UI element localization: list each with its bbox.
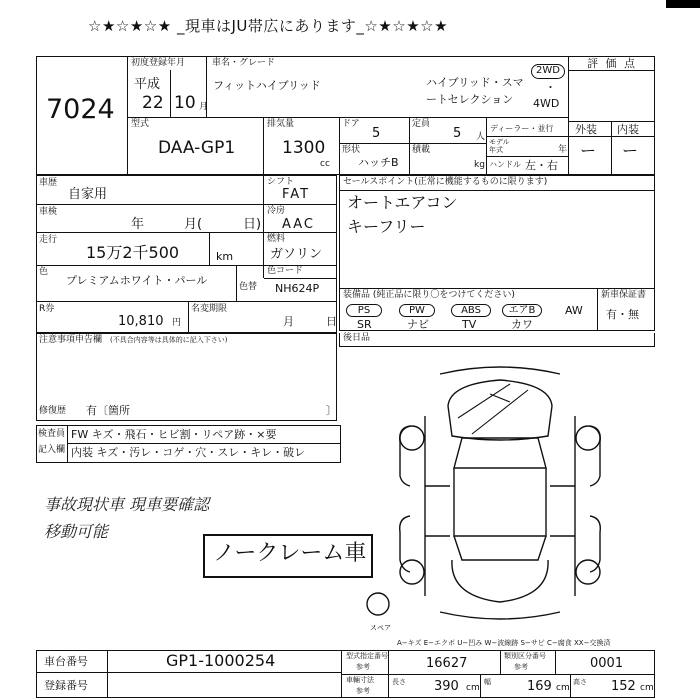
length-label: 長さ [392,678,406,686]
divider [37,301,336,302]
hood-damage-marks [458,384,528,434]
drive-2wd-circled: 2WD [531,64,565,79]
color-value: プレミアムホワイト・パール [66,274,208,287]
spare-label: スペア [370,624,391,632]
car-damage-diagram [340,346,655,636]
width-label: 幅 [484,678,491,686]
fuel-label: 燃料 [267,234,286,244]
inspector-label1: 検査員 [38,429,66,439]
height-value: 152 [611,679,636,694]
type-approval-value: 16627 [426,656,468,671]
displacement-unit: cc [320,159,330,169]
divider [37,672,341,673]
shift-value: FAT [282,187,311,202]
history-value: 自家用 [68,187,108,202]
length-value: 390 [434,679,459,694]
drive-4wd: 4WD [533,97,560,110]
name-change-day: 日 [326,315,337,328]
wheel-rear-left [400,560,424,584]
handwritten-line1: 事故現状車 現車要確認 [44,495,210,514]
height-label: 高さ [573,678,587,686]
equipment-navi: ナビ [407,318,429,331]
divider [67,425,68,463]
wheel-front-left [400,426,424,450]
wheel-front-right [576,426,600,450]
divider [263,117,264,174]
loading-label: 積載 [412,145,431,155]
inspection-label: 車検 [39,207,58,217]
divider [236,265,237,301]
divider [67,443,340,444]
divider [170,70,171,117]
divider [597,288,598,331]
recycle-label: R券 [39,304,55,314]
divider [409,117,410,174]
type-approval-label2: 参考 [356,663,370,671]
reg-year: 22 [142,93,164,113]
class-number-value: 0001 [590,656,624,671]
divider [568,57,569,174]
repair-value: 有〔箇所 [86,404,130,417]
divider [107,650,108,698]
door-lines [425,486,575,536]
class-number-label2: 参考 [514,663,528,671]
front-bumper [440,367,560,374]
divider [340,143,486,144]
mileage-value: 15万2千500 [86,243,180,262]
divider [339,333,340,347]
recycle-value: 10,810 [118,314,164,329]
equipment-airbag: エアB [502,304,542,317]
corner-mark [666,0,700,8]
interior-score: ー [622,141,639,160]
rear-seat-label: 後日品 [343,333,371,343]
divider [500,650,501,674]
exterior-label: 外装 [575,123,597,136]
inspection-month: 月( [184,217,203,232]
length-unit: cm [466,683,480,693]
divider [486,117,487,174]
handwritten-line2: 移動可能 [44,522,109,541]
divider [555,650,556,674]
rear-bumper [440,612,560,619]
reg-era: 平成 [134,77,161,92]
notes-block [36,333,337,421]
type-approval-label1: 型式指定番号 [346,652,388,660]
inspection-day: 日) [243,217,262,232]
handle-label: ハンドル [489,160,521,169]
width-value: 169 [527,679,552,694]
divider [487,136,568,137]
displacement-value: 1300 [282,138,326,158]
doors-label: ドア [342,119,360,129]
score-label: 評 価 点 [587,57,637,70]
divider [206,57,207,117]
equipment-pw: PW [399,304,435,317]
divider [480,674,481,698]
divider [654,333,655,347]
divider [209,233,210,265]
dimensions-label2: 参考 [356,687,370,695]
doors-value: 5 [372,126,381,141]
divider [570,674,571,698]
color-change-label: 色替 [239,282,258,292]
notes-label: 注意事項申告欄 [39,335,103,345]
reg-month: 10 [174,93,196,113]
handle-value: 左・右 [525,159,558,172]
color-label: 色 [39,267,49,277]
fuel-value: ガソリン [270,247,323,262]
model-year-unit: 年 [558,145,568,155]
right-side-outline [575,416,600,596]
divider [569,70,654,71]
car-name: フィットハイブリッド [213,79,321,92]
divider [339,117,340,174]
model-label: 型式 [131,119,150,129]
registration-label: 登録番号 [44,679,88,692]
mileage-unit: km [216,250,234,263]
equipment-abs: ABS [451,304,491,317]
divider [611,121,612,174]
model-value: DAA-GP1 [158,138,236,158]
capacity-unit: 人 [476,132,486,142]
sales-point-label: セールスポイント(正常に機能するものに限ります) [343,177,548,187]
exterior-score: ー [580,141,597,160]
damage-legend: A−キズ E−エクボ U−凹み W−波線跡 S−サビ C−腐食 XX−交換済 [397,639,611,647]
divider [37,232,336,233]
wheel-spare [367,593,389,615]
windshield-outline [454,438,546,468]
notes-sub: (不具合内容等は具体的に記入下さい) [110,336,228,344]
sales-point-line1: オートエアコン [347,193,458,212]
mileage-label: 走行 [39,235,58,245]
inspection-year: 年 [131,217,145,232]
inspector-row1: FW キズ・飛石・ヒビ割・リペア跡・×要 [71,428,277,441]
car-name-label: 車名・グレード [212,58,276,68]
interior-label: 内装 [617,123,639,136]
reg-label: 初度登録年月 [131,58,186,68]
equipment-ps: PS [346,304,382,317]
history-label: 車歴 [39,178,58,188]
ac-value: AAC [282,217,315,232]
inspector-row2: 内装 キズ・汚レ・コゲ・穴・スレ・キレ・破レ [71,446,306,459]
divider [37,204,336,205]
color-code-value: NH624P [275,282,320,295]
sales-point-line2: キーフリー [347,217,426,236]
no-claim-stamp-text: ノークレーム車 [213,541,367,566]
inspector-label2: 記入欄 [38,445,66,455]
rear-hatch-outline [452,560,548,602]
lot-number: 7024 [46,94,115,125]
capacity-value: 5 [453,126,462,141]
shift-label: シフト [267,177,295,187]
divider [340,190,654,191]
name-change-month: 月 [283,315,294,328]
left-side-outline [400,416,425,596]
recycle-unit: 円 [172,318,182,328]
equipment-label: 装備品 (純正品に限り〇をつけてください) [343,290,515,300]
shape-label: 形状 [342,145,361,155]
drive-dot: ・ [545,81,556,94]
new-warranty-value: 有・無 [606,308,639,321]
chassis-label: 車台番号 [44,655,88,668]
equipment-tv: TV [462,318,477,331]
class-number-label1: 類別区分番号 [504,652,546,660]
reg-month-unit: 月 [199,102,209,112]
divider [128,117,568,118]
chassis-value: GP1-1000254 [166,651,276,670]
displacement-label: 排気量 [267,119,295,129]
car-grade: ハイブリッド・スマートセレクション [426,76,524,106]
name-change-label: 名変期限 [191,304,228,314]
divider [127,57,128,174]
dimensions-label1: 車輛寸法 [346,676,374,684]
new-warranty-label: 新車保証書 [601,290,647,300]
divider [388,650,389,698]
repair-close: 〕 [326,404,337,417]
model-year-label: モデル年式 [489,138,510,154]
roof-outline [454,468,546,536]
equipment-aw: AW [565,304,583,317]
divider [264,278,336,279]
loading-unit: kg [474,160,485,170]
rear-window-outline [454,536,546,560]
wheel-rear-right [576,560,600,584]
divider [188,301,189,333]
ac-label: 冷房 [267,206,286,216]
hood-outline [448,380,552,440]
width-unit: cm [556,683,570,693]
repair-label: 修復歴 [39,406,67,416]
capacity-label: 定員 [412,119,431,129]
dealer-label: ディーラー・並行 [490,124,554,133]
color-code-label: 色コード [267,266,304,276]
height-unit: cm [640,683,654,693]
shape-value: ハッチB [358,156,399,169]
divider [263,175,264,278]
divider [487,156,568,157]
equipment-leather: カワ [511,318,533,331]
top-banner: ☆★☆★☆★ _現車はJU帯広にあります_☆★☆★☆★ [88,17,449,35]
equipment-sr: SR [357,318,372,331]
